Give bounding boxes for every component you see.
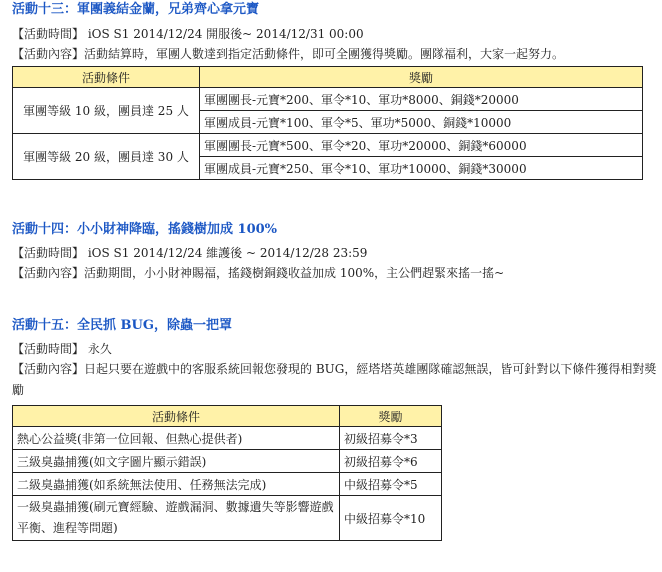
table-row (13, 450, 442, 473)
event-14-section (12, 221, 657, 283)
table-header-row (13, 67, 643, 88)
event-13-time: 【活動時間】 iOS S1 2014/12/24 開服後~ 2014/12/31 00:00 (12, 27, 364, 41)
event-13-title: 活動十三：軍團義結金蘭，兄弟齊心拿元寶 (12, 2, 260, 17)
reward-cell: 軍團成員-元寶*100、軍令*5、軍功*5000、銅錢*10000 (200, 111, 643, 134)
condition-cell: 一級臭蟲捕獲(刷元寶經驗、遊戲漏洞、數據遺失等影響遊戲平衡、進程等問題) (13, 496, 340, 541)
condition-cell: 熱心公益獎(非第一位回報、但熱心提供者) (13, 427, 340, 450)
table-row (13, 134, 643, 157)
condition-cell: 軍團等級 20 級，團員達 30 人 (13, 134, 200, 180)
table-row (13, 473, 442, 496)
condition-cell: 二級臭蟲捕獲(如系統無法使用、任務無法完成) (13, 473, 340, 496)
event-14-time: 【活動時間】 iOS S1 2014/12/24 維護後 ~ 2014/12/28 23:59 (12, 246, 368, 260)
reward-cell: 初級招募令*6 (340, 450, 442, 473)
event-14-content: 【活動內容】活動期間，小小財神賜福，搖錢樹銅錢收益加成 100%，主公們趕緊來搖一搖~ (12, 266, 505, 280)
event-15-title: 活動十五：全民抓 BUG，除蟲一把罩 (12, 318, 232, 333)
event-15-content: 【活動內容】日起只要在遊戲中的客服系統回報您發現的 BUG，經塔塔英雄團隊確認無誤，皆可針對以下條件獲得相對獎勵 (12, 362, 657, 397)
event-15-time: 【活動時間】 永久 (12, 342, 112, 356)
reward-cell: 初級招募令*3 (340, 427, 442, 450)
reward-cell: 軍團團長-元寶*500、軍令*20、軍功*20000、銅錢*60000 (200, 134, 643, 157)
condition-header: 活動條件 (13, 67, 200, 88)
event-15-section (12, 317, 657, 541)
reward-cell: 軍團團長-元寶*200、軍令*10、軍功*8000、銅錢*20000 (200, 88, 643, 111)
table-row (13, 427, 442, 450)
event-13-reward-table (12, 66, 643, 180)
condition-header: 活動條件 (13, 406, 340, 427)
table-row (13, 496, 442, 541)
event-13-content: 【活動內容】活動結算時，軍團人數達到指定活動條件，即可全團獲得獎勵。團隊福利，大家一起努力。 (12, 47, 565, 61)
condition-cell: 軍團等級 10 級，團員達 25 人 (13, 88, 200, 134)
reward-cell: 軍團成員-元寶*250、軍令*10、軍功*10000、銅錢*30000 (200, 157, 643, 180)
event-13-section (12, 1, 657, 180)
reward-cell: 中級招募令*10 (340, 496, 442, 541)
reward-header: 獎勵 (200, 67, 643, 88)
condition-cell: 三級臭蟲捕獲(如文字圖片顯示錯誤) (13, 450, 340, 473)
table-row (13, 88, 643, 111)
reward-header: 獎勵 (340, 406, 442, 427)
reward-cell: 中級招募令*5 (340, 473, 442, 496)
table-header-row (13, 406, 442, 427)
event-15-reward-table (12, 405, 442, 541)
event-14-title: 活動十四：小小財神降臨，搖錢樹加成 100% (12, 222, 278, 237)
